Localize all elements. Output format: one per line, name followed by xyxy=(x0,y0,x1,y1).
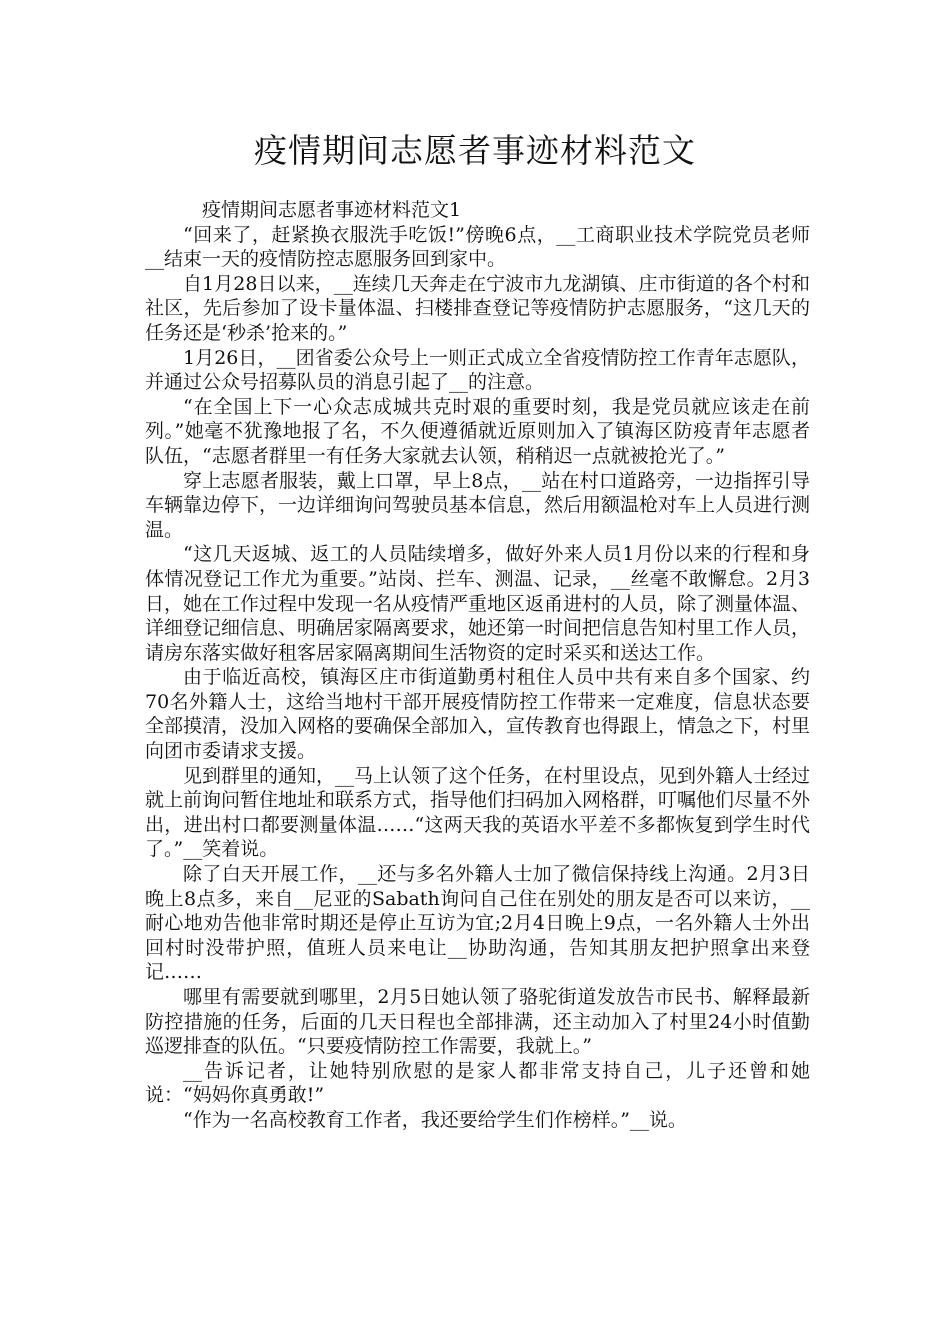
section-heading: 疫情期间志愿者事迹材料范文1 xyxy=(202,199,462,221)
paragraph: “在全国上下一心众志成城共克时艰的重要时刻，我是党员就应该走在前列。”她毫不犹豫地报了名，不久便遵循就近原则加入了镇海区防疫青年志愿者队伍，“志愿者群里一有任务大家就去认领，稍稍迟一点就被抢光了。” xyxy=(145,395,810,467)
paragraph: 由于临近高校，镇海区庄市街道勤勇村租住人员中共有来自多个国家、约70名外籍人士，这给当地村干部开展疫情防控工作带来一定难度，信息状态要全部摸清，没加入网格的要确保全部加入，宣传教育也得跟上，情急之下，村里向团市委请求支援。 xyxy=(145,666,811,763)
paragraph: 见到群里的通知，__马上认领了这个任务，在村里设点，见到外籍人士经过就上前询问暂住地址和联系方式，指导他们扫码加入网格群，叮嘱他们尽量不外出，进出村口都要测量体温……“这两天我的英语水平差不多都恢复到学生时代了。”__笑着说。 xyxy=(145,764,811,861)
paragraph: __告诉记者，让她特别欣慰的是家人都非常支持自己，儿子还曾和她说：“妈妈你真勇敢!” xyxy=(145,1059,810,1107)
paragraph: “作为一名高校教育工作者，我还要给学生们作榜样。”__说。 xyxy=(183,1108,687,1131)
paragraph: “这几天返城、返工的人员陆续增多，做好外来人员1月份以来的行程和身体情况登记工作尤为重要。”站岗、拦车、测温、记录，__丝毫不敢懈怠。2月3日，她在工作过程中发现一名从疫情严重地区返甬进村的人员，除了测量体温、详细登记细信息、明确居家隔离要求，她还第一时间把信息告知村里工作人员，请房东落实做好租客居家隔离期间生活物资的定时采买和送达工作。 xyxy=(145,543,811,664)
paragraph: 除了白天开展工作，__还与多名外籍人士加了微信保持线上沟通。2月3日晚上8点多，来自__尼亚的Sabath询问自己住在别处的朋友是否可以来访，__耐心地劝告他非常时期还是停止互访为宜;2月4日晚上9点，一名外籍人士外出回村时没带护照，值班人员来电让__协助沟通，告知其朋友把护照拿出来登记…… xyxy=(145,863,810,984)
paragraph: 哪里有需要就到哪里，2月5日她认领了骆驼街道发放告市民书、解释最新防控措施的任务，后面的几天日程也全部排满，还主动加入了村里24小时值勤巡逻排查的队伍。“只要疫情防控工作需要，我就上。” xyxy=(145,986,810,1058)
document-body xyxy=(145,198,810,1133)
paragraph: 1月26日，__团省委公众号上一则正式成立全省疫情防控工作青年志愿队，并通过公众号招募队员的消息引起了__的注意。 xyxy=(145,346,810,394)
document-title: 疫情期间志愿者事迹材料范文 xyxy=(254,131,696,170)
paragraph: 穿上志愿者服装，戴上口罩，早上8点，__站在村口道路旁，一边指挥引导车辆靠边停下，一边详细询问驾驶员基本信息，然后用额温枪对车上人员进行测温。 xyxy=(145,469,811,541)
paragraph: “回来了，赶紧换衣服洗手吃饭!”傍晚6点，__工商职业技术学院党员老师__结束一天的疫情防控志愿服务回到家中。 xyxy=(145,223,810,271)
paragraph: 自1月28日以来，__连续几天奔走在宁波市九龙湖镇、庄市街道的各个村和社区，先后参加了设卡量体温、扫楼排查登记等疫情防护志愿服务，“这几天的任务还是‘秒杀’抢来的。” xyxy=(145,272,810,344)
